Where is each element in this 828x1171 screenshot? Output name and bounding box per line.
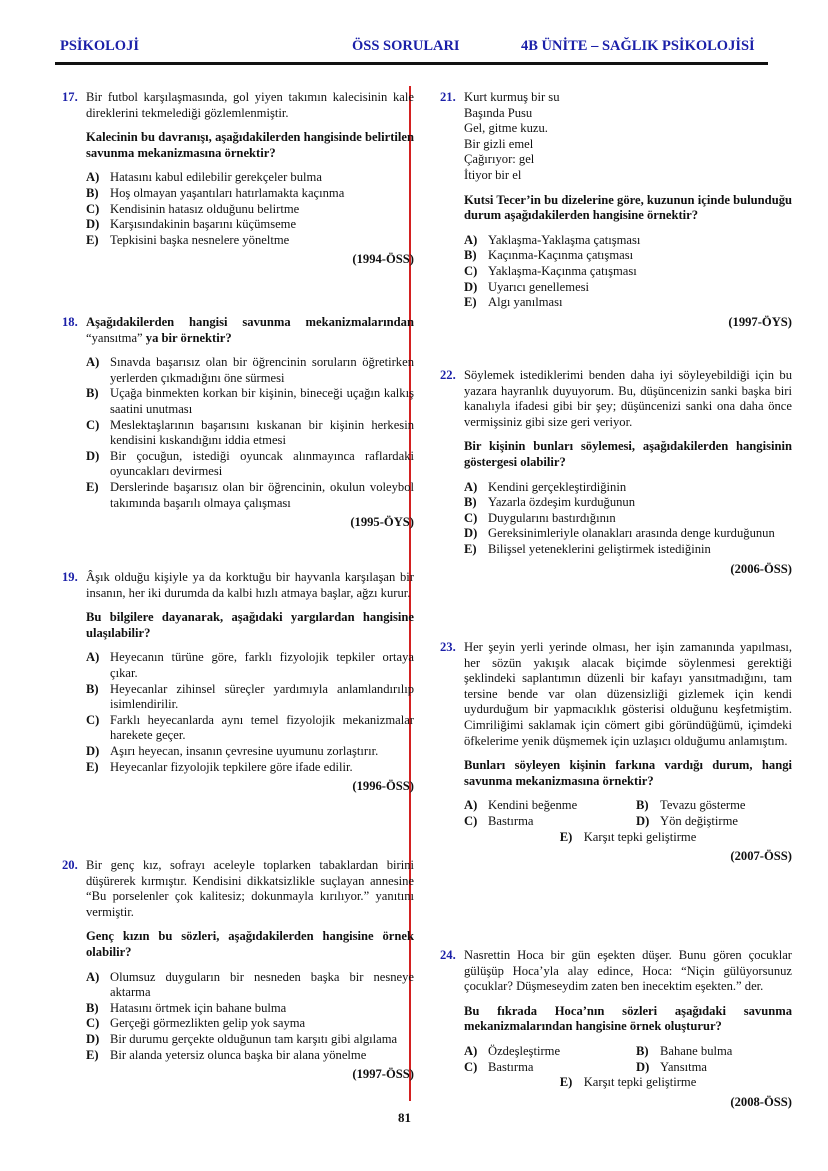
option-c[interactable] <box>86 418 414 449</box>
option-letter: B) <box>464 495 477 510</box>
option-letter: A) <box>464 479 478 494</box>
option-text: Bir çocuğun, istediği oyuncak alınmayınca raflardaki oyuncakları devirmesi <box>110 448 414 479</box>
question-prompt: Kutsi Tecer’in bu dizelerine göre, kuzunun içinde bulunduğu durum aşağıdakilerden hangisine örnektir? <box>464 192 792 223</box>
option-a[interactable] <box>464 480 792 496</box>
option-d[interactable] <box>636 814 792 830</box>
option-text: Bastırma <box>488 813 534 828</box>
option-text: Bir durumu gerçekte olduğunun tam karşıtı gibi algılama <box>110 1031 398 1046</box>
option-letter: C) <box>86 201 100 216</box>
option-a[interactable] <box>464 798 636 814</box>
option-letter: C) <box>464 813 478 828</box>
question-18 <box>62 315 414 531</box>
option-e[interactable] <box>464 542 792 558</box>
option-a[interactable] <box>86 650 414 681</box>
option-text: Karşıt tepki geliştirme <box>583 1075 697 1090</box>
option-c[interactable] <box>464 1060 636 1076</box>
question-stem: Nasrettin Hoca bir gün eşekten düşer. Bunu gören çocuklar gülüşüp Hoca’yla alay edince, Hoca: “Niçin gülüyorsunuz çocuklar? Düşmeseydim zaten ben inecektim eşekten.” der. <box>464 948 792 994</box>
option-text: Bir alanda yetersiz olunca başka bir alana yönelme <box>110 1047 367 1062</box>
option-b[interactable] <box>86 386 414 417</box>
option-letter: E) <box>464 541 477 556</box>
option-letter: A) <box>86 650 100 665</box>
option-letter: B) <box>636 798 649 813</box>
question-prompt: Bu bilgilere dayanarak, aşağıdaki yargılardan hangisine ulaşılabilir? <box>86 610 414 640</box>
option-text: Kendini gerçekleştirdiğinin <box>488 479 627 494</box>
option-letter: B) <box>464 248 477 263</box>
option-letter: D) <box>86 448 100 463</box>
question-number: 18. <box>62 315 78 329</box>
question-23 <box>440 640 792 865</box>
option-letter: D) <box>464 526 478 541</box>
question-number: 24. <box>440 948 456 962</box>
option-e[interactable] <box>86 233 414 249</box>
option-b[interactable] <box>86 186 414 202</box>
option-letter: E) <box>464 295 477 310</box>
header-unit: 4B ÜNİTE – SAĞLIK PSİKOLOJİSİ <box>521 38 755 54</box>
option-letter: A) <box>86 170 100 185</box>
option-text: Kaçınma-Kaçınma çatışması <box>488 248 634 263</box>
exam-source: (1996-ÖSS) <box>352 779 414 794</box>
option-text: Gereksinimleriyle olanakları arasında denge kurduğunun <box>488 526 775 541</box>
option-d[interactable] <box>636 1060 792 1076</box>
option-text: Aşırı heyecan, insanın çevresine uyumunu zorlaştırır. <box>110 743 379 758</box>
option-a[interactable] <box>86 355 414 386</box>
question-stem: Her şeyin yerli yerinde olması, her işin zamanında yapılması, her sözün yakışık alacak biçimde söylenmesi gerektiği şeklindeki saplantımın düzenli bir kafayı yansıtmadığını, tam tersine bende var olan düzensizliği gizlemek için kendi uydurduğum bir yapmacıklık gösterisi olduğunu keşfetmiştim. Cimriliğimi saklamak için cömert gibi göründüğümü, içimdeki öfkelerime yenik düşmemek için uzlaşıcı olduğumu anlamıştım. <box>464 640 792 748</box>
option-letter: D) <box>86 1031 100 1046</box>
option-b[interactable] <box>464 495 792 511</box>
option-e[interactable] <box>86 760 414 776</box>
option-b[interactable] <box>464 248 792 264</box>
exam-source: (1997-ÖYS) <box>728 314 792 329</box>
option-text: Heyecanlar zihinsel süreçler yardımıyla anlamlandırılıp isimlendirilir. <box>110 681 414 712</box>
poem-line: Bir gizli emel <box>464 136 534 151</box>
option-text: Kendisinin hatasız olduğunu belirtme <box>110 201 300 216</box>
option-letter: D) <box>636 813 650 828</box>
question-19 <box>62 570 414 795</box>
question-prompt: Genç kızın bu sözleri, aşağıdakilerden hangisine örnek olabilir? <box>86 929 414 959</box>
answer-options <box>464 1044 792 1091</box>
option-letter: B) <box>636 1043 649 1058</box>
question-number: 19. <box>62 570 78 584</box>
question-number: 21. <box>440 90 456 104</box>
option-letter: A) <box>464 232 478 247</box>
answer-options <box>464 480 792 558</box>
answer-options <box>464 798 792 845</box>
option-a[interactable] <box>464 1044 636 1060</box>
option-letter: B) <box>86 1000 99 1015</box>
question-prompt: Kalecinin bu davranışı, aşağıdakilerden hangisinde belirtilen savunma mekanizmasına örnektir? <box>86 130 414 160</box>
option-text: Yaklaşma-Kaçınma çatışması <box>488 263 637 278</box>
option-d[interactable] <box>86 1032 414 1048</box>
option-d[interactable] <box>86 449 414 480</box>
option-text: Bastırma <box>488 1059 534 1074</box>
option-e[interactable] <box>86 1048 414 1064</box>
option-d[interactable] <box>464 280 792 296</box>
poem-line: İtiyor bir el <box>464 167 522 182</box>
page-number: 81 <box>398 1110 411 1125</box>
option-text: Hatasını örtmek için bahane bulma <box>110 1000 287 1015</box>
question-stem: Bir genç kız, sofrayı aceleyle toplarken tabaklardan birini düşürerek kırmıştır. Kendisini dikkatsizlikle suçlayan annesine “Bu porselenler çok kalitesiz; dokunmayla kırılıyor.” yanıtını vermiştir. <box>86 858 414 919</box>
option-e[interactable] <box>86 480 414 511</box>
option-letter: A) <box>464 1043 478 1058</box>
poem-line: Kurt kurmuş bir su <box>464 90 560 104</box>
option-c[interactable] <box>464 264 792 280</box>
option-text: Uçağa binmekten korkan bir kişinin, bineceği uçağın kalkış saatini unutması <box>110 386 414 416</box>
question-number: 17. <box>62 90 78 104</box>
option-text: Olumsuz duyguların bir nesneden başka bir nesneye aktarma <box>110 969 414 1000</box>
option-c[interactable] <box>86 713 414 744</box>
option-a[interactable] <box>86 970 414 1001</box>
prompt-part: Aşağıdakilerden hangisi savunma mekanizmalarından <box>86 315 414 329</box>
option-text: Karşısındakinin başarını küçümseme <box>110 217 297 232</box>
option-b[interactable] <box>636 1044 792 1060</box>
exam-source: (2006-ÖSS) <box>730 561 792 576</box>
option-letter: E) <box>86 232 99 247</box>
question-prompt <box>86 315 414 346</box>
option-letter: D) <box>636 1059 650 1074</box>
exam-source: (1995-ÖYS) <box>350 515 414 530</box>
poem-line: Çağırıyor: gel <box>464 152 535 167</box>
option-text: Uyarıcı genellemesi <box>488 279 590 294</box>
option-letter: B) <box>86 386 99 401</box>
option-text: Yön değiştirme <box>660 813 738 828</box>
answer-options <box>86 650 414 775</box>
option-e[interactable] <box>464 295 792 311</box>
question-17 <box>62 90 414 268</box>
option-text: Farklı heyecanlarda aynı temel fizyolojik mekanizmalar harekete geçer. <box>110 712 414 743</box>
question-number: 22. <box>440 368 456 382</box>
exam-source: (1997-ÖSS) <box>352 1067 414 1082</box>
option-text: Algı yanılması <box>488 295 563 310</box>
option-text: Özdeşleştirme <box>488 1043 561 1058</box>
question-number: 23. <box>440 640 456 654</box>
option-text: Tepkisini başka nesnelere yöneltme <box>110 232 290 247</box>
question-number: 20. <box>62 858 78 872</box>
option-letter: C) <box>464 263 478 278</box>
answer-options <box>464 233 792 311</box>
option-d[interactable] <box>86 217 414 233</box>
question-stem: Söylemek istediklerimi benden daha iyi söyleyebildiği için bu yazara hayranlık duyuyorum. Bu, düşüncenizin sanki başka biri kanalıyla ifadesi gibi bir şey; düşüncenizi sanki ona daha önce vermişsiniz gibi size geri veriyor. <box>464 368 792 429</box>
question-prompt: Bu fıkrada Hoca’nın sözleri aşağıdaki savunma mekanizmalarından hangisine örnek oluşturur? <box>464 1003 792 1034</box>
option-letter: D) <box>86 743 100 758</box>
answer-options <box>86 170 414 248</box>
option-text: Duygularını bastırdığının <box>488 510 616 525</box>
option-text: Tevazu gösterme <box>660 798 746 813</box>
poem-line: Gel, gitme kuzu. <box>464 121 548 136</box>
option-text: Hatasını kabul edilebilir gerekçeler bulma <box>110 170 322 185</box>
question-20 <box>62 858 414 1083</box>
answer-options <box>86 355 414 511</box>
option-text: Sınavda başarısız olan bir öğrencinin soruların öğretirken yerlerden çıkmadığını öne sürmesi <box>110 355 414 385</box>
option-letter: C) <box>86 417 100 432</box>
poem-line: Başında Pusu <box>464 105 533 120</box>
option-letter: C) <box>86 712 100 727</box>
option-c[interactable] <box>86 1016 414 1032</box>
option-a[interactable] <box>86 170 414 186</box>
question-22 <box>440 368 792 577</box>
option-d[interactable] <box>464 526 792 542</box>
option-text: Kendini beğenme <box>488 798 578 813</box>
option-letter: A) <box>86 969 100 984</box>
option-text: Meslektaşlarının başarısını kıskanan bir kişinin herkesin kendisini kıskandığını iddia etmesi <box>110 417 414 448</box>
option-letter: A) <box>464 798 478 813</box>
header-subject: PSİKOLOJİ <box>60 38 139 54</box>
option-letter: B) <box>86 185 99 200</box>
option-letter: E) <box>86 479 99 494</box>
option-e[interactable] <box>464 1075 792 1091</box>
option-d[interactable] <box>86 744 414 760</box>
option-text: Derslerinde başarısız olan bir öğrencinin, okulun voleybol takımında başarılı olmaya çalışması <box>110 479 414 510</box>
option-letter: D) <box>86 217 100 232</box>
option-text: Heyecanın türüne göre, farklı fizyolojik tepkiler ortaya çıkar. <box>110 650 414 680</box>
option-text: Bahane bulma <box>660 1043 733 1058</box>
option-letter: E) <box>86 759 99 774</box>
question-prompt: Bir kişinin bunları söylemesi, aşağıdakilerden hangisinin göstergesi olabilir? <box>464 439 792 469</box>
option-b[interactable] <box>636 798 792 814</box>
option-letter: E) <box>559 829 573 844</box>
exam-source: (1994-ÖSS) <box>352 252 414 267</box>
option-text: Yazarla özdeşim kurduğunun <box>488 495 636 510</box>
option-c[interactable] <box>464 511 792 527</box>
question-21 <box>440 90 792 330</box>
prompt-part: “yansıtma” <box>86 330 143 345</box>
option-c[interactable] <box>464 814 636 830</box>
option-text: Gerçeği görmezlikten gelip yok sayma <box>110 1016 306 1031</box>
option-text: Heyecanlar fizyolojik tepkilere göre ifade edilir. <box>110 759 353 774</box>
question-stem: Âşık olduğu kişiyle ya da korktuğu bir hayvanla karşılaşan bir insanın, her iki durumda da kalbi hızlı atmaya başlar, ağzı kurur. <box>86 570 414 600</box>
option-letter: C) <box>464 510 478 525</box>
option-letter: A) <box>86 355 100 370</box>
option-letter: B) <box>86 681 99 696</box>
option-text: Karşıt tepki geliştirme <box>583 829 697 844</box>
answer-options <box>86 970 414 1064</box>
question-stem: Bir futbol karşılaşmasında, gol yiyen takımın kalecisinin kale direklerini tekmelediği gözlemlenmiştir. <box>86 90 414 120</box>
option-letter: D) <box>464 279 478 294</box>
exam-source: (2008-ÖSS) <box>730 1094 792 1109</box>
header-section: ÖSS SORULARI <box>352 38 460 54</box>
option-c[interactable] <box>86 202 414 218</box>
option-b[interactable] <box>86 682 414 713</box>
option-letter: C) <box>464 1059 478 1074</box>
option-text: Hoş olmayan yaşantıları hatırlamakta kaçınma <box>110 185 345 200</box>
option-text: Yaklaşma-Yaklaşma çatışması <box>488 232 641 247</box>
option-letter: E) <box>86 1047 99 1062</box>
option-letter: E) <box>559 1075 573 1090</box>
question-24 <box>440 948 792 1110</box>
option-a[interactable] <box>464 233 792 249</box>
option-letter: C) <box>86 1016 100 1031</box>
question-prompt: Bunları söyleyen kişinin farkına vardığı durum, hangi savunma mekanizmasına örnektir? <box>464 758 792 788</box>
option-text: Yansıtma <box>660 1059 708 1074</box>
header-rule <box>55 62 768 65</box>
option-b[interactable] <box>86 1001 414 1017</box>
exam-source: (2007-ÖSS) <box>730 849 792 864</box>
option-e[interactable] <box>464 830 792 846</box>
prompt-part: ya bir örnektir? <box>142 330 232 345</box>
option-text: Bilişsel yeteneklerini geliştirmek istediğinin <box>488 541 711 556</box>
